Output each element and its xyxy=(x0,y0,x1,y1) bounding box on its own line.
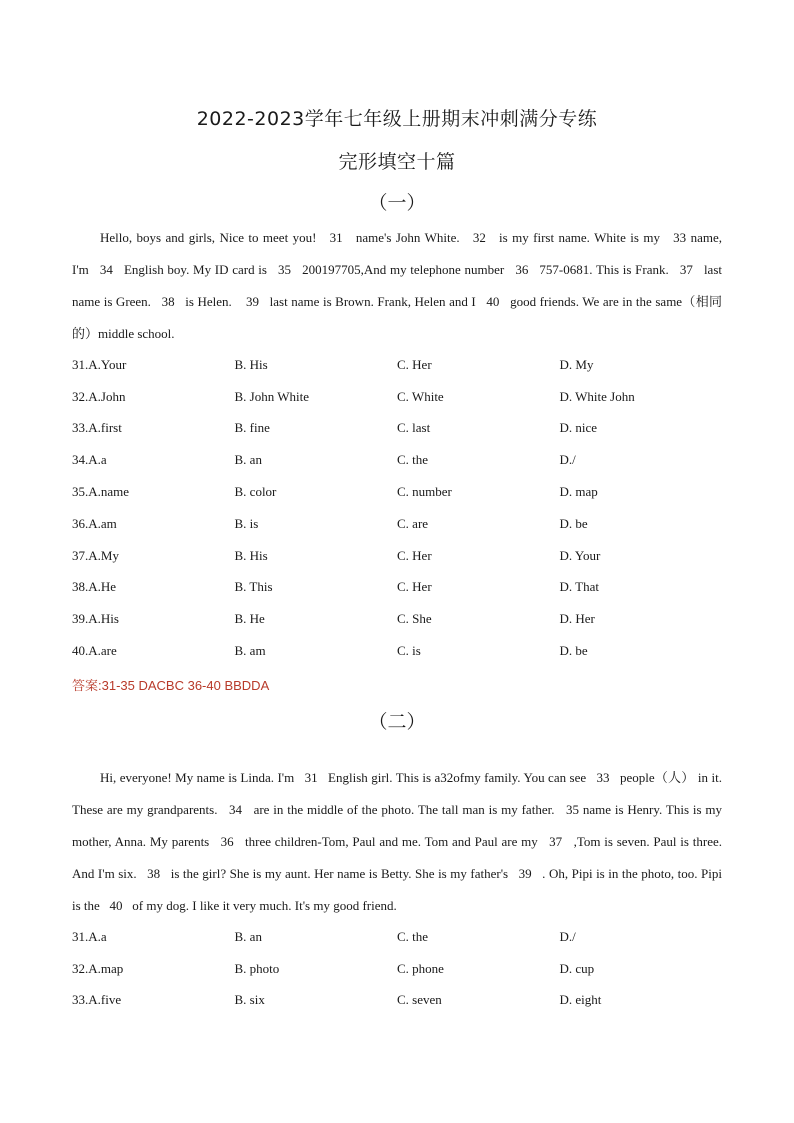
q2-option: 31.A.a xyxy=(72,928,107,944)
q1-option: C. Her xyxy=(397,579,432,595)
q1-option: B. His xyxy=(234,356,268,372)
q2-option: D. eight xyxy=(559,992,602,1008)
q1-option: B. is xyxy=(234,515,259,531)
q2-option: 33.A.five xyxy=(72,992,122,1008)
q1-option: C. She xyxy=(397,611,432,627)
q1-option-row xyxy=(72,540,722,572)
q1-option: C. White xyxy=(397,388,444,404)
q2-option: C. the xyxy=(397,928,429,944)
q1-option: 38.A.He xyxy=(72,579,117,595)
q1-option: 34.A.a xyxy=(72,452,107,468)
q2-option: C. seven xyxy=(397,992,442,1008)
q1-option: D. Your xyxy=(559,547,601,563)
q1-option: B. an xyxy=(234,452,262,468)
q1-option: D. be xyxy=(559,515,588,531)
q1-option-row xyxy=(72,508,722,540)
q1-option: C. number xyxy=(397,484,452,500)
q2-option: D./ xyxy=(559,928,576,944)
q1-option: D. Her xyxy=(559,611,595,627)
section-heading-2: （二） xyxy=(368,711,426,733)
q1-option: C. is xyxy=(397,643,421,659)
q1-option: 35.A.name xyxy=(72,484,130,500)
q1-option: 39.A.His xyxy=(72,611,119,627)
q2-option: B. an xyxy=(234,928,262,944)
passage-1 xyxy=(72,222,722,350)
q1-option: B. This xyxy=(234,579,273,595)
q1-option-row xyxy=(72,413,722,445)
q1-option: 36.A.am xyxy=(72,515,117,531)
q1-option: C. last xyxy=(397,420,431,436)
q2-option: 32.A.map xyxy=(72,960,124,976)
section-heading-1: （一） xyxy=(368,192,426,214)
q1-option: B. fine xyxy=(234,420,270,436)
q1-option: 40.A.are xyxy=(72,643,117,659)
q1-option: B. John White xyxy=(234,388,310,404)
passage-1-text: Hello, boys and girls, Nice to meet you! 31 name's John White. 32 is my first name. White is my 33 name, I'm 34 English boy. My ID card is 35 200197705,And my telephone number 36 757-0681. This is Frank. 37 last name is Green. 38 is Helen. 39 last name is Brown. Frank, Helen and I 40 good friends. We are in the same（相同的）middle school. xyxy=(72,230,722,341)
q1-option: 31.A.Your xyxy=(72,356,127,372)
document-subtitle: 完形填空十篇 xyxy=(338,151,456,173)
q1-option: 33.A.first xyxy=(72,420,122,436)
q1-option: 37.A.My xyxy=(72,547,119,563)
q1-option: D. map xyxy=(559,484,598,500)
q1-option: B. color xyxy=(234,484,277,500)
q2-option: D. cup xyxy=(559,960,595,976)
q1-option: C. Her xyxy=(397,547,432,563)
q1-option: C. Her xyxy=(397,356,432,372)
q1-option: D. My xyxy=(559,356,594,372)
q1-option-row xyxy=(72,572,722,604)
options-list-1 xyxy=(72,349,722,667)
q1-option: 32.A.John xyxy=(72,388,126,404)
q1-option: D. That xyxy=(559,579,599,595)
q1-option-row xyxy=(72,444,722,476)
passage-2-text: Hi, everyone! My name is Linda. I'm 31 English girl. This is a32ofmy family. You can see 33 people（人） in it. These are my grandparents. 34 are in the middle of the photo. The tall man is my father. 35 name is Henry. This is my mother, Anna. My parents 36 three children-Tom, Paul and me. Tom and Paul are my 37 ,Tom is seven. Paul is three. And I'm six. 38 is the girl? She is my aunt. Her name is Betty. She is my father's 39 . Oh, Pipi is in the photo, too. Pipi is the 40 of my dog. I like it very much. It's my good friend. xyxy=(72,770,722,913)
q1-option: D. White John xyxy=(559,388,635,404)
q1-option: D./ xyxy=(559,452,576,468)
q2-option: B. photo xyxy=(234,960,280,976)
answer-key-1: 答案:31-35 DACBC 36-40 BBDDA xyxy=(72,678,270,693)
q1-option: B. His xyxy=(234,547,268,563)
q1-option-row xyxy=(72,603,722,635)
q1-option: B. am xyxy=(234,643,266,659)
document-title: 2022-2023学年七年级上册期末冲刺满分专练 xyxy=(196,108,598,130)
q1-option-row xyxy=(72,349,722,381)
options-list-2 xyxy=(72,921,722,1016)
q2-option: C. phone xyxy=(397,960,444,976)
q1-option-row xyxy=(72,635,722,667)
q1-option: D. nice xyxy=(559,420,598,436)
q1-option-row xyxy=(72,381,722,413)
q1-option-row xyxy=(72,476,722,508)
passage-2 xyxy=(72,762,722,922)
q1-option: C. the xyxy=(397,452,429,468)
q2-option-row xyxy=(72,985,722,1017)
q2-option-row xyxy=(72,921,722,953)
q1-option: D. be xyxy=(559,643,588,659)
q1-option: B. He xyxy=(234,611,265,627)
q2-option-row xyxy=(72,953,722,985)
q2-option: B. six xyxy=(234,992,265,1008)
q1-option: C. are xyxy=(397,515,429,531)
